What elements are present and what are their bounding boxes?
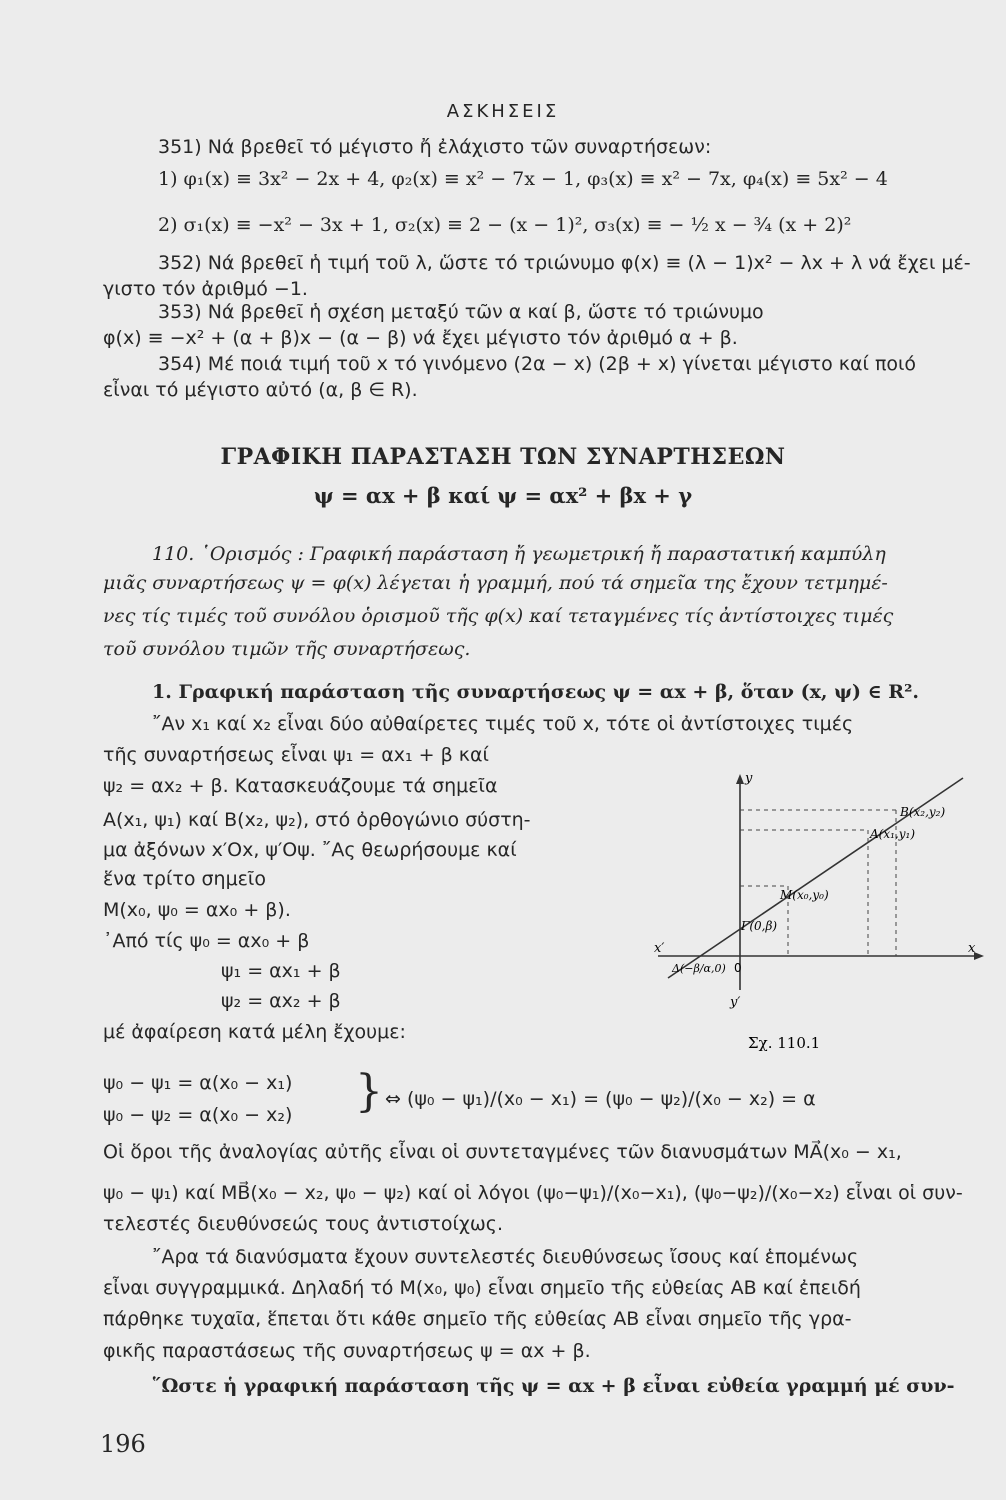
figure-110-1 <box>648 758 988 1058</box>
figure-caption: Σχ. 110.1 <box>748 1034 821 1052</box>
body-line-10: ψ₂ = αx₂ + β <box>221 990 341 1012</box>
section-subtitle: ψ = αx + β καί ψ = αx² + βx + γ <box>313 483 693 508</box>
exercise-351-row1: 1) φ₁(x) ≡ 3x² − 2x + 4, φ₂(x) ≡ x² − 7x − 1, φ₃(x) ≡ x² − 7x, φ₄(x) ≡ 5x² − 4 <box>158 168 888 190</box>
page-number: 196 <box>100 1430 146 1458</box>
exercise-353-line2: φ(x) ≡ −x² + (α + β)x − (α − β) νά ἔχει μέγιστο τόν ἀριθμό α + β. <box>103 327 738 349</box>
body-line-1: ῎Αν x₁ καί x₂ εἶναι δύο αὐθαίρετες τιμές τοῦ x, τότε οἱ ἀντίστοιχες τιμές <box>152 713 854 735</box>
body-line-17: πάρθηκε τυχαῖα, ἕπεται ὅτι κάθε σημεῖο τῆς εὐθείας AB εἶναι σημεῖο τῆς γρα- <box>103 1308 852 1330</box>
label-a: A(x₁,y₁) <box>870 827 916 841</box>
x-axis-arrow <box>974 952 984 960</box>
body-line-13: ψ₀ − ψ₁) καί MB⃗(x₀ − x₂, ψ₀ − ψ₂) καί οἱ λόγοι (ψ₀−ψ₁)/(x₀−x₁), (ψ₀−ψ₂)/(x₀−x₂) εἶναι οἱ συν- <box>103 1182 963 1204</box>
figure-graph <box>648 758 988 1058</box>
body-line-14: τελεστές διευθύνσεώς τους ἀντιστοίχως. <box>103 1213 503 1235</box>
label-y: y <box>745 771 753 786</box>
label-g: Γ(0,β) <box>741 919 778 933</box>
y-axis-arrow <box>736 774 744 784</box>
label-m: M(x₀,y₀) <box>780 888 829 902</box>
body-line-15: ῎Αρα τά διανύσματα ἔχουν συντελεστές διευθύνσεως ἴσους καί ἑπομένως <box>152 1246 859 1268</box>
body-line-7: M(x₀, ψ₀ = αx₀ + β). <box>103 899 291 921</box>
exercise-353-line1: 353) Νά βρεθεῖ ἡ σχέση μεταξύ τῶν α καί β, ὥστε τό τριώνυμο <box>158 301 764 323</box>
body-line-9: ψ₁ = αx₁ + β <box>221 960 341 982</box>
running-title: ΑΣΚΗΣΕΙΣ <box>446 101 560 122</box>
label-d: Δ(−β/α,0) <box>672 962 726 975</box>
body-line-11: μέ ἀφαίρεση κατά μέλη ἔχουμε: <box>103 1021 406 1043</box>
label-y-prime: y′ <box>730 995 741 1010</box>
exercise-354-line1: 354) Μέ ποιά τιμή τοῦ x τό γινόμενο (2α − x) (2β + x) γίνεται μέγιστο καί ποιό <box>158 353 917 375</box>
body-line-4: A(x₁, ψ₁) καί B(x₂, ψ₂), στό ὀρθογώνιο σύστη- <box>103 809 531 831</box>
label-x: x <box>968 941 976 956</box>
exercise-351-intro: 351) Νά βρεθεῖ τό μέγιστο ἤ ἐλάχιστο τῶν συναρτήσεων: <box>158 136 712 158</box>
definition-line4: τοῦ συνόλου τιμῶν τῆς συναρτήσεως. <box>103 638 471 660</box>
section-title: ΓΡΑΦΙΚΗ ΠΑΡΑΣΤΑΣΗ ΤΩΝ ΣΥΝΑΡΤΗΣΕΩΝ <box>220 444 786 470</box>
definition-line1: 110. ῾Ορισμός : Γραφική παράσταση ἤ γεωμετρική ἤ παραστατική καμπύλη <box>152 543 886 565</box>
body-line-8: ᾿Από τίς ψ₀ = αx₀ + β <box>103 930 310 952</box>
body-line-2: τῆς συναρτήσεως εἶναι ψ₁ = αx₁ + β καί <box>103 744 489 766</box>
equation-result: ⇔ (ψ₀ − ψ₁)/(x₀ − x₁) = (ψ₀ − ψ₂)/(x₀ − x₂) = α <box>385 1088 816 1110</box>
body-line-3: ψ₂ = αx₂ + β. Κατασκευάζουμε τά σημεῖα <box>103 775 498 797</box>
exercise-354-line2: εἶναι τό μέγιστο αὐτό (α, β ∈ R). <box>103 379 418 401</box>
subsection-title: 1. Γραφική παράσταση τῆς συναρτήσεως ψ = αx + β, ὅταν (x, ψ) ∈ R². <box>152 681 920 703</box>
body-line-19: ῞Ωστε ἡ γραφική παράσταση τῆς ψ = αx + β εἶναι εὐθεία γραμμή μέ συν- <box>152 1375 955 1397</box>
exercise-351-row2: 2) σ₁(x) ≡ −x² − 3x + 1, σ₂(x) ≡ 2 − (x − 1)², σ₃(x) ≡ − ½ x − ¾ (x + 2)² <box>158 214 852 236</box>
body-line-18: φικῆς παραστάσεως τῆς συναρτήσεως ψ = αx + β. <box>103 1340 591 1362</box>
exercise-352-line1: 352) Νά βρεθεῖ ἡ τιμή τοῦ λ, ὥστε τό τριώνυμο φ(x) ≡ (λ − 1)x² − λx + λ νά ἔχει μέ- <box>158 252 971 274</box>
label-x-prime: x′ <box>654 941 665 956</box>
body-line-12: Οἱ ὅροι τῆς ἀναλογίας αὐτῆς εἶναι οἱ συντεταγμένες τῶν διανυσμάτων MA⃗(x₀ − x₁, <box>103 1141 902 1163</box>
definition-line3: νες τίς τιμές τοῦ συνόλου ὁρισμοῦ τῆς φ(x) καί τεταγμένες τίς ἀντίστοιχες τιμές <box>103 605 894 627</box>
label-b: B(x₂,y₂) <box>900 805 946 819</box>
equation-brace: } <box>355 1066 383 1117</box>
definition-line2: μιᾶς συναρτήσεως ψ = φ(x) λέγεται ἡ γραμμή, πού τά σημεῖα της ἔχουν τετμημέ- <box>103 572 888 594</box>
label-origin: 0 <box>734 961 742 975</box>
exercise-352-line2: γιστο τόν ἀριθμό −1. <box>103 278 308 300</box>
body-line-16: εἶναι συγγραμμικά. Δηλαδή τό M(x₀, ψ₀) εἶναι σημεῖο τῆς εὐθείας AB καί ἐπειδή <box>103 1277 861 1299</box>
equation-2: ψ₀ − ψ₂ = α(x₀ − x₂) <box>103 1104 293 1126</box>
equation-1: ψ₀ − ψ₁ = α(x₀ − x₁) <box>103 1072 293 1094</box>
body-line-6: ἕνα τρίτο σημεῖο <box>103 868 266 890</box>
body-line-5: μα ἀξόνων x′Ox, ψ′Oψ. ῎Ας θεωρήσουμε καί <box>103 839 517 861</box>
